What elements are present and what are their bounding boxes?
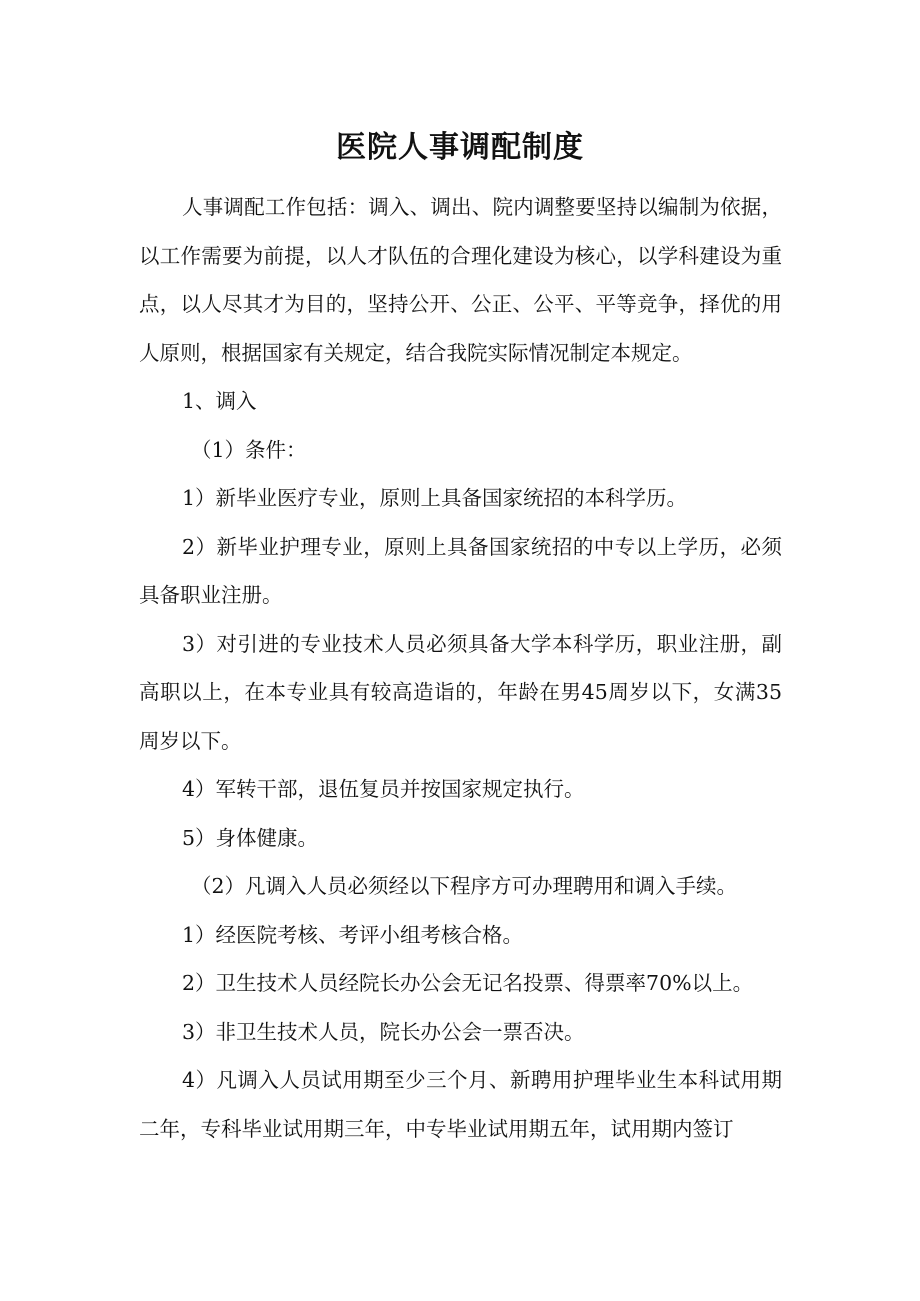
list-item: 2）卫生技术人员经院长办公会无记名投票、得票率70%以上。	[182, 971, 754, 995]
list-item: 4）凡调入人员试用期至少三个月、新聘用护理毕业生本科试用期二年，专科毕业试用期三年，中专毕业试用期五年，试用期内签订	[139, 1068, 782, 1141]
list-item: 3）非卫生技术人员，院长办公会一票否决。	[182, 1019, 585, 1044]
subsection-heading-conditions: （1）条件：	[191, 437, 307, 462]
paragraph-intro: 人事调配工作包括：调入、调出、院内调整要坚持以编制为依据，以工作需要为前提，以人才队伍的合理化建设为核心，以学科建设为重点，以人尽其才为目的，坚持公开、公正、公平、平等竞争，择优的用人原则，根据国家有关规定，结合我院实际情况制定本规定。	[139, 195, 782, 365]
list-item: 1）新毕业医疗专业，原则上具备国家统招的本科学历。	[182, 486, 688, 510]
subsection-heading-procedure: （2）凡调入人员必须经以下程序方可办理聘用和调入手续。	[191, 874, 738, 898]
section-heading-transfer-in: 1、调入	[182, 389, 257, 413]
document-body	[139, 183, 782, 1153]
list-item: 5）身体健康。	[182, 825, 319, 850]
list-item: 4）军转干部，退伍复员并按国家规定执行。	[182, 777, 585, 801]
list-item: 3）对引进的专业技术人员必须具备大学本科学历，职业注册，副高职以上，在本专业具有较高造诣的，年龄在男45周岁以下，女满35周岁以下。	[139, 631, 782, 753]
document-title: 医院人事调配制度	[336, 130, 584, 165]
list-item: 2）新毕业护理专业，原则上具备国家统招的中专以上学历，必须具备职业注册。	[139, 534, 782, 607]
list-item: 1）经医院考核、考评小组考核合格。	[182, 922, 524, 947]
